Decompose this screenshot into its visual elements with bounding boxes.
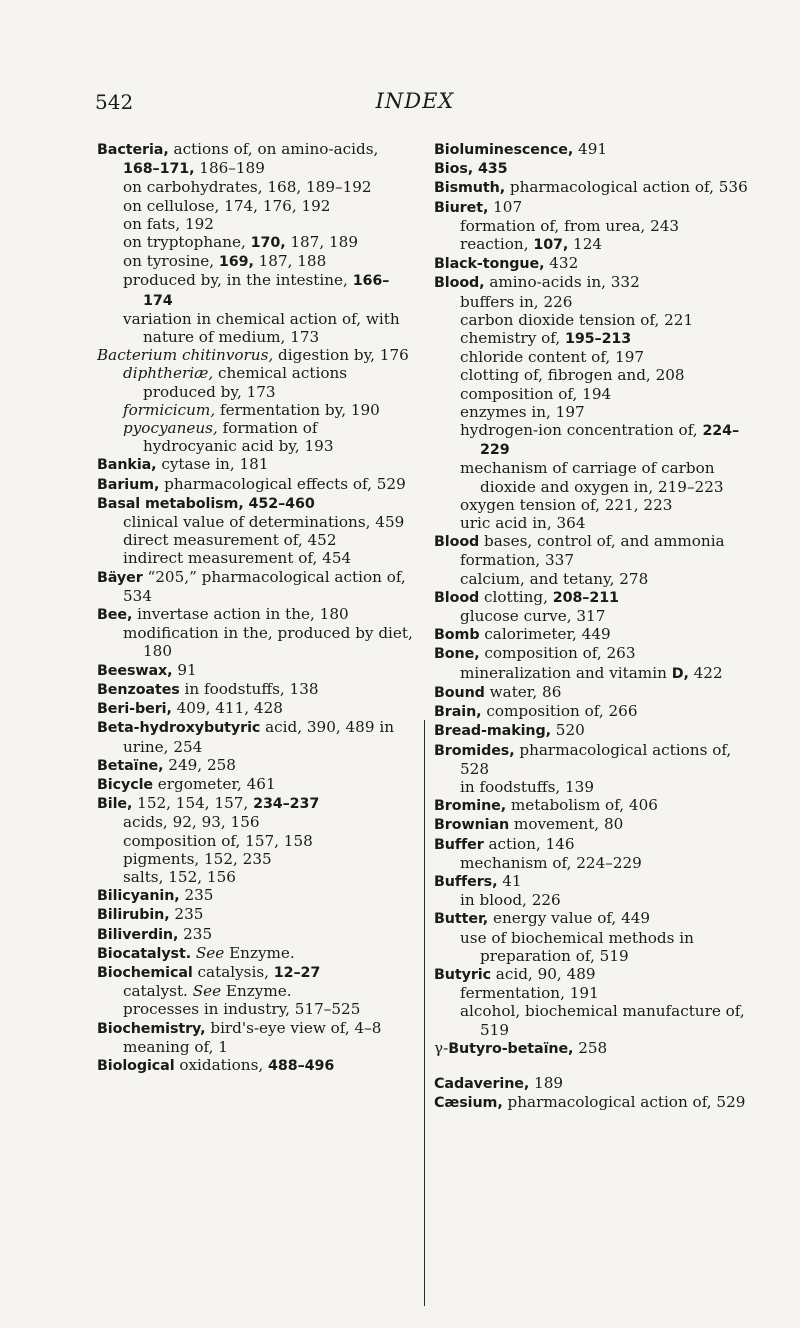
bold-term: Cæsium, — [434, 1095, 503, 1112]
entry-text: cytase in, 181 — [156, 455, 269, 474]
index-entry — [97, 680, 415, 699]
bold-term: 12–27 — [273, 964, 321, 981]
bold-term: 168–171, — [123, 161, 195, 178]
index-entry — [97, 475, 415, 494]
index-subentry — [97, 197, 415, 215]
entry-text: pharmacological action of, 536 — [505, 178, 748, 197]
index-subentry — [97, 271, 415, 309]
italic-term: formicicum, — [123, 400, 216, 419]
index-subentry — [97, 531, 415, 549]
bold-term: Biuret, — [434, 199, 489, 216]
italic-term: pyocyaneus, — [123, 419, 218, 438]
index-subentry — [97, 419, 415, 455]
entry-text: buffers in, 226 — [460, 292, 573, 311]
index-entry — [97, 794, 415, 813]
entry-text: acids, 92, 93, 156 — [123, 813, 260, 832]
index-subentry — [434, 570, 754, 588]
bold-term: Basal metabolism, 452–460 — [97, 495, 315, 512]
index-entry — [434, 198, 754, 217]
entry-text: fermentation by, 190 — [215, 400, 380, 419]
bold-term: Bismuth, — [434, 180, 506, 197]
index-subentry — [434, 421, 754, 459]
index-entry — [434, 588, 754, 607]
entry-text: direct measurement of, 452 — [123, 531, 337, 550]
bold-term: Buffers, — [434, 873, 498, 890]
bold-term: Blood — [434, 534, 480, 551]
bold-term: Bound — [434, 684, 485, 701]
entry-text: chloride content of, 197 — [460, 348, 645, 367]
index-subentry — [97, 364, 415, 400]
bold-term: 208–211 — [552, 589, 619, 606]
entry-text: 422 — [688, 663, 723, 682]
entry-text: pharmacological effects of, 529 — [159, 474, 406, 493]
index-entry — [434, 178, 754, 197]
index-subentry — [97, 178, 415, 196]
entry-text: 189 — [529, 1073, 564, 1092]
index-entry — [434, 872, 754, 891]
entry-text: on tryptophane, — [123, 233, 251, 252]
page-number: 542 — [95, 90, 134, 114]
page-title: INDEX — [375, 89, 455, 113]
entry-text: chemical actions produced by, 173 — [143, 364, 348, 401]
index-subentry — [434, 348, 754, 366]
entry-text: fermentation, 191 — [460, 984, 599, 1003]
bold-term: Bäyer — [97, 569, 143, 586]
bold-term: Biochemistry, — [97, 1020, 206, 1037]
index-entry — [434, 532, 754, 569]
index-entry — [97, 925, 415, 944]
entry-text: 235 — [179, 886, 214, 905]
index-subentry — [97, 850, 415, 868]
bold-term: Blood — [434, 589, 480, 606]
index-entry — [97, 605, 415, 624]
bold-term: Beta-hydroxybutyric — [97, 720, 261, 737]
index-entry — [434, 159, 754, 178]
bold-term: Butyric — [434, 966, 491, 983]
entry-text: composition of, 194 — [460, 384, 612, 403]
bold-term: Biliverdin, — [97, 926, 179, 943]
bold-term: 195–213 — [564, 331, 632, 348]
bold-term: Bromine, — [434, 798, 507, 815]
index-entry — [97, 455, 415, 474]
entry-text: oxidations, — [174, 1055, 269, 1074]
entry-text: use of biochemical methods in preparation of, 519 — [460, 928, 694, 965]
italic-term: diphtheriæ, — [123, 364, 214, 383]
bold-term: 169, — [218, 254, 254, 271]
index-subentry — [434, 984, 754, 1002]
entry-text: reaction, — [460, 235, 534, 254]
bold-term: Beri-beri, — [97, 701, 172, 718]
entry-text: catalyst. — [123, 982, 193, 1001]
italic-term: Bacterium chitinvorus, — [97, 346, 274, 365]
index-subentry — [434, 854, 754, 872]
entry-text: pigments, 152, 235 — [123, 849, 272, 868]
entry-text: glucose curve, 317 — [460, 607, 606, 626]
bold-term: Cadaverine, — [434, 1075, 530, 1092]
entry-text: catalysis, — [192, 962, 274, 981]
index-entry — [434, 1093, 754, 1112]
entry-text: acid, 90, 489 — [490, 964, 596, 983]
index-subentry — [97, 233, 415, 252]
entry-text: formation of, from urea, 243 — [460, 216, 680, 235]
index-entry — [97, 1056, 415, 1075]
index-entry — [434, 254, 754, 273]
bold-term: Bromides, — [434, 742, 515, 759]
entry-text: movement, 80 — [509, 815, 624, 834]
index-subentry — [97, 813, 415, 831]
italic-term: See — [192, 982, 222, 1001]
bold-term: 224–229 — [480, 423, 740, 459]
index-subentry — [434, 929, 754, 965]
index-entry — [434, 741, 754, 778]
entry-text: 41 — [497, 871, 522, 890]
index-entry — [434, 702, 754, 721]
index-column-left — [97, 140, 415, 1075]
bold-term: D, — [671, 665, 689, 682]
entry-text: Enzyme. — [221, 982, 292, 1001]
entry-text: composition of, 263 — [479, 644, 636, 663]
entry-text: clotting of, fibrogen and, 208 — [460, 366, 685, 385]
bold-term: 170, — [250, 235, 286, 252]
entry-text: oxygen tension of, 221, 223 — [460, 495, 673, 514]
entry-text: 124 — [568, 235, 603, 254]
index-entry — [97, 346, 415, 364]
entry-text: 432 — [544, 254, 579, 273]
bold-term: Black-tongue, — [434, 256, 545, 273]
index-subentry — [97, 868, 415, 886]
entry-text: 152, 154, 157, — [132, 794, 254, 813]
entry-text: composition of, 157, 158 — [123, 831, 313, 850]
index-subentry — [434, 235, 754, 254]
index-entry — [97, 699, 415, 718]
entry-text: 235 — [178, 924, 213, 943]
index-entry — [434, 721, 754, 740]
index-subentry — [434, 496, 754, 514]
entry-text: in foodstuffs, 138 — [179, 679, 319, 698]
entry-text: carbon dioxide tension of, 221 — [460, 310, 694, 329]
bold-term: Biochemical — [97, 964, 193, 981]
entry-text: water, 86 — [484, 682, 562, 701]
bold-term: Buffer — [434, 836, 484, 853]
index-subentry — [434, 1002, 754, 1038]
bold-term: Bicycle — [97, 776, 153, 793]
entry-text: 249, 258 — [163, 755, 236, 774]
entry-text: 409, 411, 428 — [171, 699, 283, 718]
entry-text: in foodstuffs, 139 — [460, 777, 595, 796]
entry-text: γ- — [434, 1038, 449, 1057]
entry-text: mechanism of carriage of carbon dioxide and oxygen in, 219–223 — [460, 459, 724, 496]
index-subentry — [97, 310, 415, 346]
entry-text: 107 — [488, 197, 523, 216]
column-divider — [424, 720, 425, 1306]
bold-term: Bankia, — [97, 457, 157, 474]
index-entry — [97, 944, 415, 963]
index-entry — [97, 494, 415, 513]
entry-text: alcohol, biochemical manufacture of, 519 — [460, 1002, 745, 1039]
italic-term: See — [195, 943, 225, 962]
bold-term: Bilirubin, — [97, 907, 170, 924]
entry-text: energy value of, 449 — [488, 909, 651, 928]
index-entry — [434, 965, 754, 984]
bold-term: Bread-making, — [434, 723, 551, 740]
bold-term: Bee, — [97, 607, 133, 624]
bold-term: 107, — [533, 237, 569, 254]
index-subentry — [434, 664, 754, 683]
index-subentry — [434, 293, 754, 311]
index-subentry — [97, 549, 415, 567]
entry-text: salts, 152, 156 — [123, 867, 236, 886]
bold-term: 166–174 — [143, 273, 390, 309]
entry-text: pharmacological actions of, 528 — [460, 740, 732, 778]
index-subentry — [434, 329, 754, 348]
entry-text: enzymes in, 197 — [460, 402, 585, 421]
entry-text: chemistry of, — [460, 329, 565, 348]
entry-text: bases, control of, and ammonia formation, 337 — [460, 532, 725, 570]
entry-text: mechanism of, 224–229 — [460, 853, 642, 872]
entry-text: action, 146 — [483, 834, 575, 853]
entry-text: 186–189 — [194, 159, 265, 178]
index-entry — [434, 796, 754, 815]
index-entry — [434, 644, 754, 663]
index-subentry — [434, 778, 754, 796]
bold-term: Bilicyanin, — [97, 888, 180, 905]
entry-text: in blood, 226 — [460, 891, 561, 910]
index-subentry — [97, 401, 415, 419]
index-subentry — [97, 252, 415, 271]
bold-term: Bioluminescence, — [434, 142, 574, 158]
entry-text: on tyrosine, — [123, 252, 219, 271]
bold-term: Bone, — [434, 646, 480, 663]
index-entry — [434, 835, 754, 854]
page-header — [95, 90, 735, 120]
index-entry — [97, 568, 415, 605]
index-entry — [434, 273, 754, 292]
entry-text: acid, 390, 489 in urine, 254 — [123, 718, 394, 756]
entry-text: uric acid in, 364 — [460, 514, 586, 533]
entry-text: clotting, — [479, 587, 553, 606]
index-entry — [97, 886, 415, 905]
entry-text: 91 — [172, 660, 197, 679]
bold-term: Brain, — [434, 704, 482, 721]
index-entry — [434, 815, 754, 834]
index-entry — [434, 1039, 754, 1058]
index-subentry — [97, 1000, 415, 1018]
entry-text: hydrogen-ion concentration of, — [460, 421, 703, 440]
entry-text: metabolism of, 406 — [506, 796, 658, 815]
bold-term: Brownian — [434, 817, 510, 834]
entry-text: 187, 188 — [253, 252, 327, 271]
index-column-right — [434, 140, 754, 1112]
bold-term: Beeswax, — [97, 662, 173, 679]
index-subentry — [434, 514, 754, 532]
bold-term: 234–237 — [253, 796, 320, 813]
index-subentry — [434, 366, 754, 384]
bold-term: Bios, 435 — [434, 161, 508, 178]
index-entry — [434, 1074, 754, 1093]
bold-term: 488–496 — [268, 1057, 335, 1074]
entry-text: bird's-eye view of, 4–8 meaning of, 1 — [123, 1018, 382, 1056]
index-entry — [434, 683, 754, 702]
bold-term: Biocatalyst. — [97, 945, 192, 962]
entry-text: on cellulose, 174, 176, 192 — [123, 196, 331, 215]
entry-text: processes in industry, 517–525 — [123, 1000, 361, 1019]
entry-text: ergometer, 461 — [152, 774, 276, 793]
entry-text: formation of hydrocyanic acid by, 193 — [143, 419, 334, 456]
entry-text: pharmacological action of, 529 — [502, 1093, 746, 1112]
entry-text: produced by, in the intestine, — [123, 271, 353, 290]
index-entry — [97, 661, 415, 680]
index-subentry — [434, 385, 754, 403]
index-subentry — [434, 217, 754, 235]
entry-text: Enzyme. — [224, 943, 295, 962]
entry-text: 520 — [550, 721, 585, 740]
index-subentry — [97, 513, 415, 531]
entry-text: modification in the, produced by diet, 180 — [123, 624, 413, 661]
index-entry — [434, 625, 754, 644]
bold-term: Butyro-betaïne, — [448, 1040, 574, 1057]
bold-term: Betaïne, — [97, 757, 164, 774]
index-subentry — [434, 311, 754, 329]
bold-term: Biological — [97, 1057, 175, 1074]
index-subentry — [434, 607, 754, 625]
entry-text: clinical value of determinations, 459 — [123, 513, 405, 532]
index-entry — [97, 718, 415, 755]
entry-text: on carbohydrates, 168, 189–192 — [123, 178, 372, 197]
index-subentry — [434, 459, 754, 495]
index-subentry — [97, 624, 415, 660]
bold-term: Bomb — [434, 627, 480, 644]
bold-term: Butter, — [434, 911, 489, 928]
entry-text: mineralization and vitamin — [460, 663, 672, 682]
entry-text: “205,” pharmacological action of, 534 — [123, 567, 406, 605]
bold-term: Bacteria, — [97, 142, 169, 158]
index-entry — [97, 905, 415, 924]
index-subentry — [97, 215, 415, 233]
entry-text: 258 — [573, 1038, 608, 1057]
index-entry — [97, 1019, 415, 1056]
index-subentry — [97, 982, 415, 1000]
entry-text: 235 — [169, 905, 204, 924]
index-entry — [97, 756, 415, 775]
bold-term: Benzoates — [97, 681, 180, 698]
entry-text: on fats, 192 — [123, 214, 214, 233]
entry-text: digestion by, 176 — [273, 346, 409, 365]
entry-text: actions of, on amino-acids, — [168, 140, 379, 158]
entry-text: composition of, 266 — [481, 702, 638, 721]
index-subentry — [434, 891, 754, 909]
index-subentry — [97, 832, 415, 850]
entry-text: invertase action in the, 180 — [132, 605, 349, 624]
index-subentry — [434, 403, 754, 421]
index-entry — [97, 140, 415, 178]
bold-term: Barium, — [97, 476, 160, 493]
bold-term: Blood, — [434, 275, 485, 292]
index-entry — [434, 140, 754, 159]
entry-text: indirect measurement of, 454 — [123, 549, 352, 568]
entry-text: 187, 189 — [285, 233, 358, 252]
entry-text: calorimeter, 449 — [479, 625, 611, 644]
index-entry — [434, 909, 754, 928]
index-entry — [97, 775, 415, 794]
entry-text: 491 — [573, 140, 608, 158]
entry-text: amino-acids in, 332 — [484, 273, 640, 292]
bold-term: Bile, — [97, 796, 133, 813]
entry-text: variation in chemical action of, with nature of medium, 173 — [123, 309, 400, 347]
entry-text: calcium, and tetany, 278 — [460, 569, 649, 588]
index-entry — [97, 963, 415, 982]
